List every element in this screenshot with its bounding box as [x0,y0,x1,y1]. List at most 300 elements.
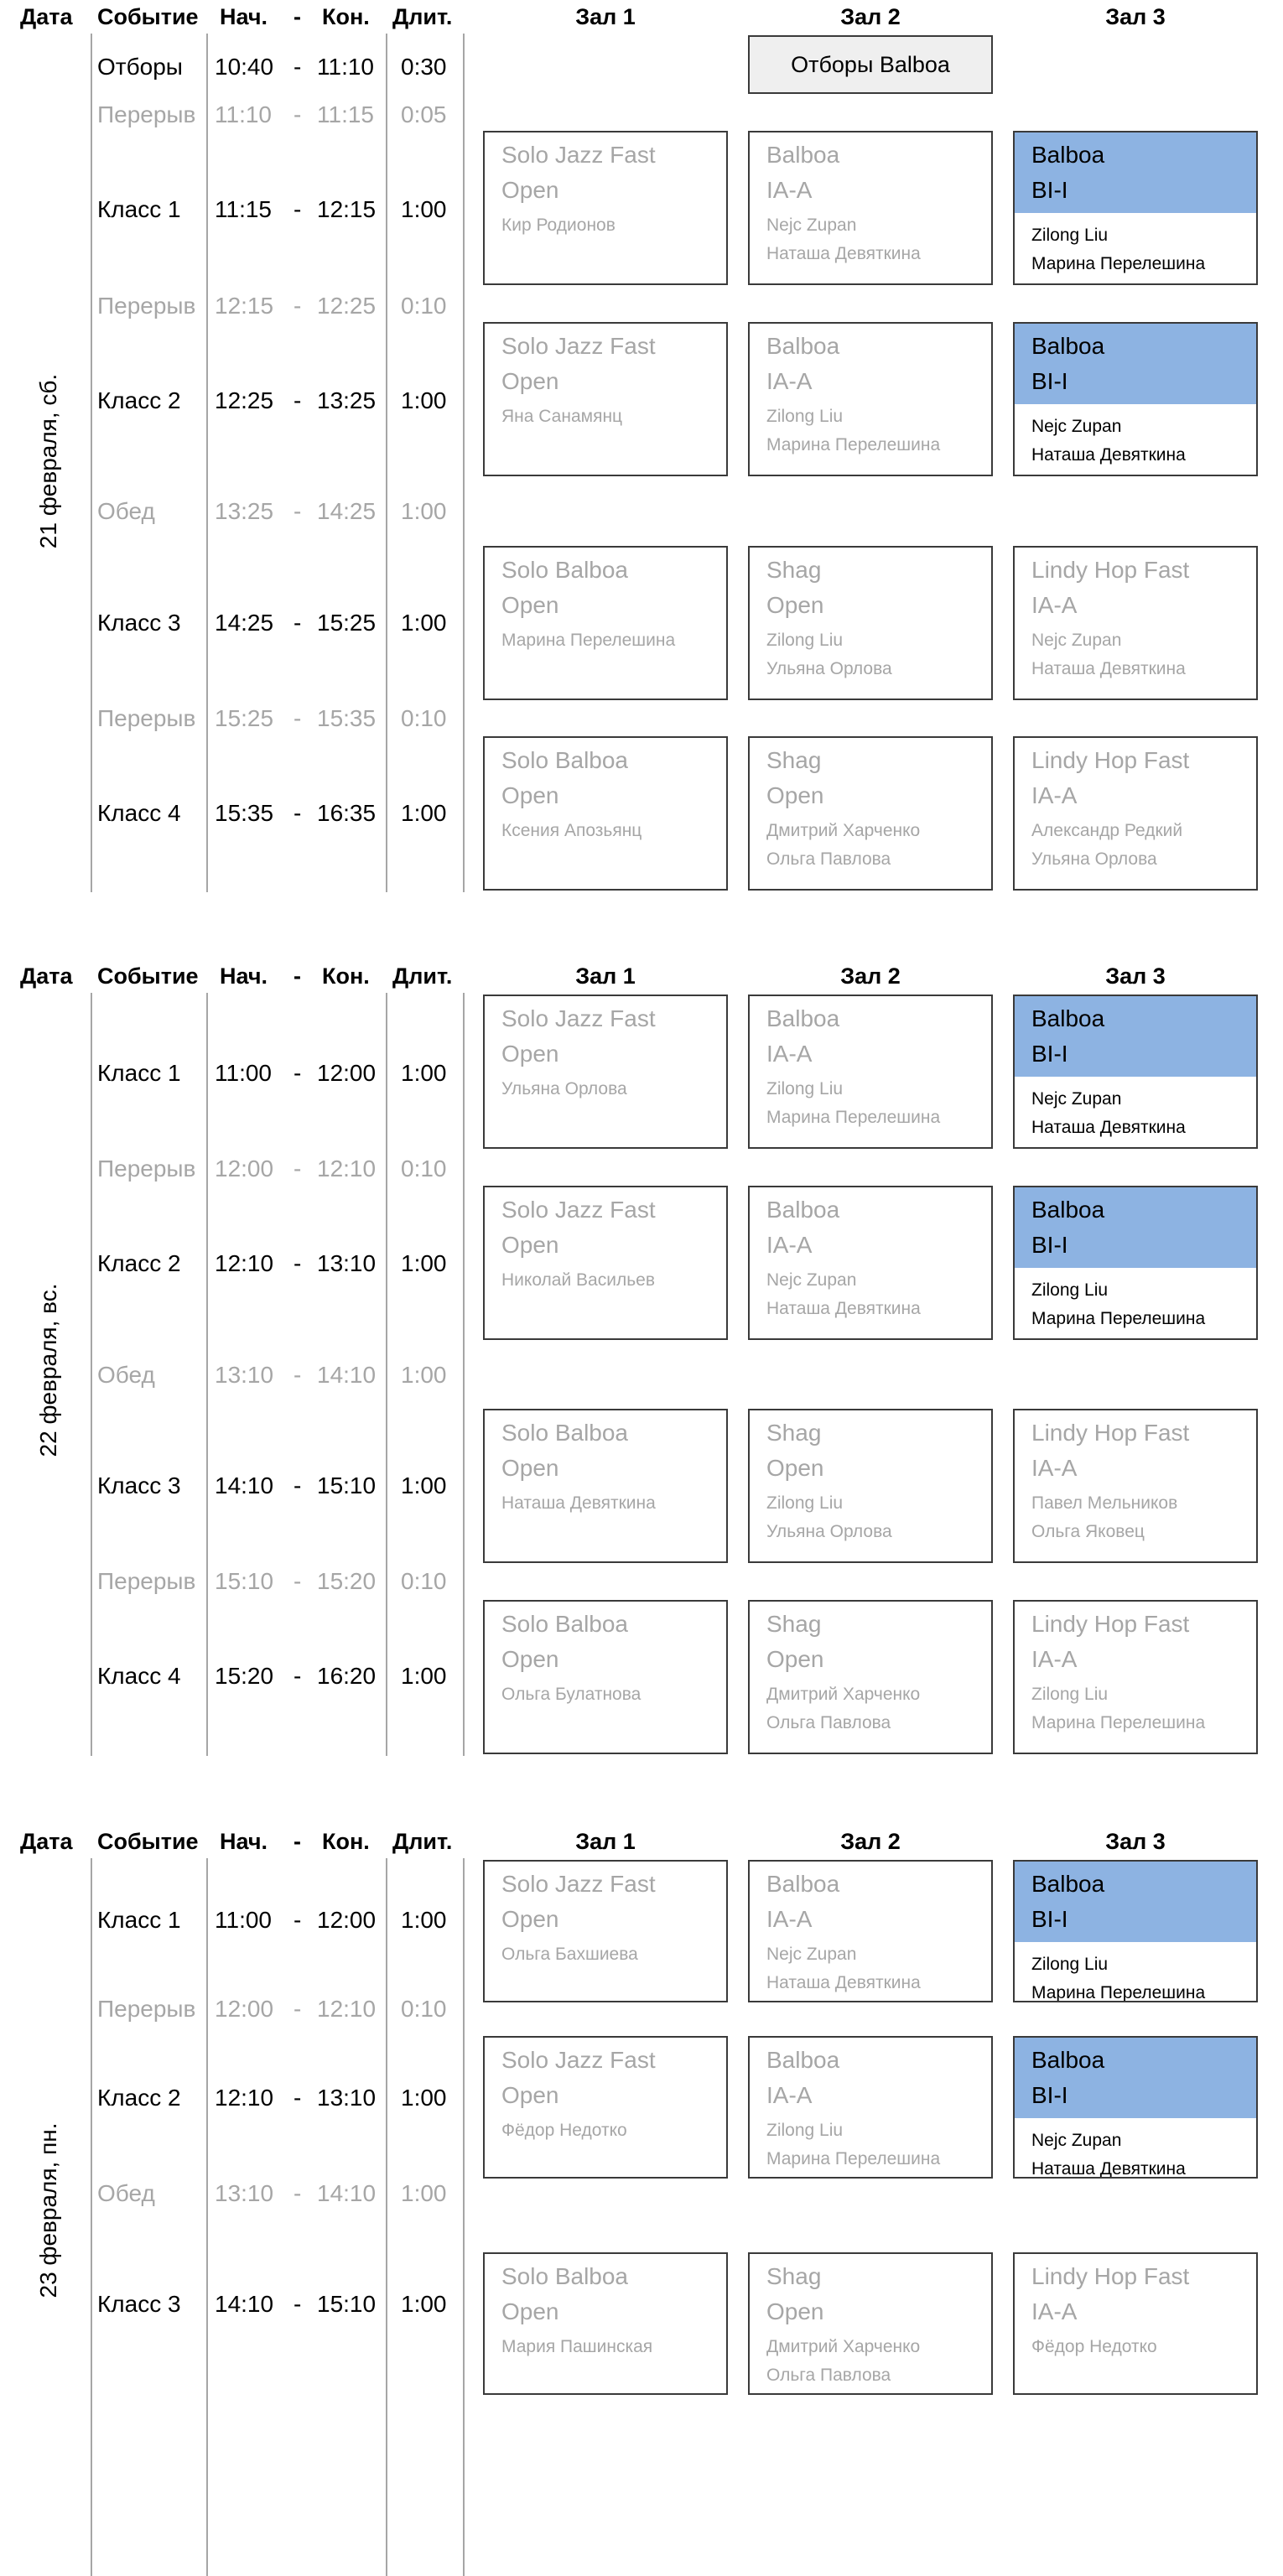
class-card[interactable] [748,546,993,700]
schedule-row [0,1057,470,1090]
class-level: Open [501,1041,559,1067]
class-card[interactable] [748,736,993,891]
class-header [1015,996,1256,1077]
class-title: Balboa [766,2047,840,2073]
teacher-name: Zilong Liu [766,1079,844,1098]
header-end: Кон. [322,963,370,989]
end-time: 14:10 [317,1362,377,1388]
class-header [1015,1602,1256,1677]
class-level: Open [501,368,559,394]
class-card[interactable] [1013,995,1258,1149]
event-label: Класс 2 [97,2085,181,2111]
duration-value: 0:10 [401,1156,447,1182]
teacher-name: Ольга Булатнова [501,1685,642,1704]
teacher-name: Марина Перелешина [1031,254,1206,273]
divider [463,1858,465,2576]
schedule-row [0,1152,470,1186]
teacher-list [1015,213,1256,278]
header-dash: - [293,1829,301,1854]
teacher-name: Ксения Апозьянц [501,821,642,840]
teacher-list [750,1263,991,1323]
header-date: Дата [20,1829,73,1854]
teacher-list [750,399,991,460]
class-header [485,324,726,399]
teacher-list [1015,813,1256,874]
teacher-name: Наташа Девяткина [766,244,921,263]
duration-value: 0:10 [401,705,447,731]
start-time: 11:00 [215,1060,272,1086]
class-card[interactable] [483,322,728,476]
teacher-list [485,1486,726,1518]
time-dash: - [293,1060,302,1086]
event-label: Перерыв [97,1996,196,2022]
end-time: 15:10 [317,1472,377,1498]
class-card[interactable] [1013,1600,1258,1754]
teacher-name: Александр Редкий [1031,821,1183,840]
time-dash: - [293,800,302,826]
class-title: Balboa [766,142,840,168]
duration-value: 1:00 [401,2180,447,2206]
teacher-name: Zilong Liu [1031,226,1109,245]
class-title: Balboa [1031,142,1105,168]
end-time: 16:35 [317,800,377,826]
time-dash: - [293,705,302,731]
teacher-name: Ольга Бахшиева [501,1945,638,1964]
duration-value: 0:30 [401,54,447,80]
teacher-name: Ольга Павлова [766,849,891,869]
end-time: 15:10 [317,2291,377,2317]
class-header [1015,1862,1256,1942]
teacher-name: Nejc Zupan [766,1945,857,1964]
start-time: 15:25 [215,705,274,731]
teacher-name: Ольга Павлова [766,1713,891,1732]
teacher-list [1015,2118,1256,2179]
teacher-name: Zilong Liu [1031,1955,1109,1974]
class-title: Balboa [766,1197,840,1223]
time-dash: - [293,293,302,319]
end-time: 15:35 [317,705,377,731]
class-title: Balboa [1031,1871,1105,1897]
teacher-list [750,1937,991,1997]
end-time: 12:00 [317,1907,377,1933]
time-dash: - [293,1362,302,1388]
teacher-name: Nejc Zupan [766,216,857,235]
class-title: Solo Jazz Fast [501,1871,656,1897]
teacher-name: Николай Васильев [501,1270,655,1290]
class-header [485,996,726,1072]
time-dash: - [293,101,302,127]
class-card[interactable] [1013,2252,1258,2395]
teacher-list [1015,1677,1256,1737]
header-event: Событие [97,1829,199,1854]
end-time: 14:25 [317,498,377,524]
class-title: Lindy Hop Fast [1031,2263,1190,2289]
duration-value: 0:05 [401,101,447,127]
duration-value: 1:00 [401,1362,447,1388]
duration-value: 1:00 [401,498,447,524]
teacher-list [1015,1077,1256,1142]
time-dash: - [293,1156,302,1182]
teacher-list [1015,1268,1256,1333]
schedule-row [0,193,470,226]
time-dash: - [293,1663,302,1689]
class-level: IA-A [1031,1646,1078,1672]
teacher-name: Наташа Девяткина [1031,1118,1186,1137]
teacher-name: Наташа Девяткина [1031,659,1186,678]
header-hall-1: Зал 1 [575,963,636,989]
start-time: 15:35 [215,800,274,826]
event-label: Перерыв [97,101,196,127]
header-hall-3: Зал 3 [1105,963,1166,989]
teacher-list [1015,1942,1256,2002]
schedule-row [0,98,470,132]
teacher-name: Наташа Девяткина [1031,445,1186,465]
teacher-name: Марина Перелешина [766,1108,941,1127]
teacher-name: Zilong Liu [1031,1280,1109,1300]
class-level: BI-I [1031,1906,1068,1932]
header-duration: Длит. [392,963,453,989]
start-time: 13:10 [215,2180,274,2206]
date-label: 22 февраля, вс. [35,1283,61,1457]
class-header [750,2038,991,2113]
end-time: 12:10 [317,1156,377,1182]
teacher-name: Nejc Zupan [1031,417,1122,436]
class-title: Solo Balboa [501,1611,629,1637]
date-label: 23 февраля, пн. [35,2122,61,2298]
duration-value: 1:00 [401,610,447,636]
class-card[interactable] [483,2036,728,2179]
class-card[interactable] [1013,1186,1258,1340]
class-level: BI-I [1031,2082,1068,2108]
class-card[interactable] [483,736,728,891]
class-card[interactable] [483,1600,728,1754]
class-title: Balboa [1031,1197,1105,1223]
start-time: 12:10 [215,2085,274,2111]
class-card[interactable] [1013,131,1258,285]
class-title: Lindy Hop Fast [1031,1420,1190,1446]
class-title: Solo Balboa [501,1420,629,1446]
event-label: Класс 1 [97,1060,181,1086]
class-header [485,1187,726,1263]
class-header [485,132,726,208]
teacher-name: Мария Пашинская [501,2337,653,2356]
class-level: Open [501,177,559,203]
teacher-list [750,2329,991,2390]
duration-value: 1:00 [401,1060,447,1086]
class-header [1015,324,1256,404]
day-block [0,959,1283,1764]
time-dash: - [293,387,302,413]
teacher-name: Марина Перелешина [1031,1983,1206,2002]
duration-value: 1:00 [401,1472,447,1498]
schedule-row [0,2288,470,2321]
class-card[interactable] [1013,546,1258,700]
class-card[interactable] [483,1860,728,2002]
header-duration: Длит. [392,1829,453,1854]
header-event: Событие [97,4,199,29]
schedule-row [0,289,470,323]
teacher-list [750,208,991,268]
class-level: Open [501,592,559,618]
class-title: Shag [766,1611,822,1637]
header-hall-1: Зал 1 [575,4,636,29]
class-title: Solo Jazz Fast [501,1197,656,1223]
event-label: Класс 4 [97,800,181,826]
class-header [1015,1187,1256,1268]
teacher-name: Zilong Liu [1031,1685,1109,1704]
class-title: Solo Balboa [501,2263,629,2289]
class-header [750,324,991,399]
teacher-name: Кир Родионов [501,216,616,235]
class-title: Balboa [766,333,840,359]
class-card[interactable] [1013,1860,1258,2002]
teacher-name: Ульяна Орлова [501,1079,627,1098]
class-header [485,1862,726,1937]
header-hall-2: Зал 2 [840,963,901,989]
teacher-name: Ульяна Орлова [766,659,892,678]
divider [463,34,465,892]
class-level: Open [501,1646,559,1672]
teacher-name: Марина Перелешина [501,631,676,650]
teacher-list [485,399,726,431]
class-card[interactable] [748,2252,993,2395]
teacher-list [750,1677,991,1737]
class-card[interactable] [748,1409,993,1563]
event-label: Класс 3 [97,2291,181,2317]
teacher-name: Марина Перелешина [1031,1309,1206,1328]
teacher-name: Nejc Zupan [1031,2131,1122,2150]
class-card[interactable] [1013,736,1258,891]
time-dash: - [293,54,302,80]
class-level: IA-A [766,177,813,203]
class-level: Open [766,1455,824,1481]
class-title: Lindy Hop Fast [1031,1611,1190,1637]
schedule-row [0,1565,470,1598]
end-time: 12:25 [317,293,377,319]
class-card[interactable] [483,131,728,285]
event-label: Обед [97,2180,155,2206]
teacher-list [1015,404,1256,470]
header-start: Нач. [220,1829,268,1854]
time-dash: - [293,1472,302,1498]
class-level: Open [501,782,559,808]
header-dash: - [293,4,301,29]
class-title: Solo Jazz Fast [501,333,656,359]
teacher-list [1015,1486,1256,1546]
class-level: Open [766,592,824,618]
start-time: 11:00 [215,1907,272,1933]
class-card[interactable] [748,1860,993,2002]
event-label: Класс 1 [97,196,181,222]
class-card[interactable] [483,1186,728,1340]
event-label: Отборы [97,54,183,80]
teacher-list [750,1072,991,1132]
end-time: 11:15 [317,101,374,127]
header-start: Нач. [220,4,268,29]
divider [206,34,208,892]
start-time: 15:20 [215,1663,274,1689]
class-title: Balboa [766,1871,840,1897]
event-label: Класс 2 [97,1250,181,1276]
schedule-row [0,1247,470,1280]
teacher-name: Zilong Liu [766,2121,844,2140]
teacher-name: Nejc Zupan [1031,1089,1122,1109]
date-label: 21 февраля, сб. [35,373,61,549]
class-header [750,1602,991,1677]
time-dash: - [293,1568,302,1594]
start-time: 14:10 [215,2291,274,2317]
teacher-name: Zilong Liu [766,631,844,650]
header-date: Дата [20,963,73,989]
time-dash: - [293,2180,302,2206]
teacher-name: Павел Мельников [1031,1493,1178,1513]
class-title: Solo Jazz Fast [501,1005,656,1031]
class-level: IA-A [766,1041,813,1067]
duration-value: 1:00 [401,1907,447,1933]
event-label: Класс 1 [97,1907,181,1933]
schedule-row [0,1469,470,1503]
header-event: Событие [97,963,199,989]
start-time: 12:25 [215,387,274,413]
schedule-row [0,384,470,418]
event-label: Класс 3 [97,1472,181,1498]
header-dash: - [293,963,301,989]
class-header [750,1187,991,1263]
header-date: Дата [20,4,73,29]
teacher-name: Наташа Девяткина [766,1973,921,1992]
class-level: Open [766,2298,824,2324]
schedule-row [0,1903,470,1937]
class-card[interactable] [483,1409,728,1563]
end-time: 15:25 [317,610,377,636]
event-label: Перерыв [97,1156,196,1182]
teacher-name: Наташа Девяткина [1031,2159,1186,2179]
start-time: 12:00 [215,1996,274,2022]
class-header [485,1410,726,1486]
teacher-name: Дмитрий Харченко [766,1685,921,1704]
class-card[interactable] [748,322,993,476]
teacher-name: Ольга Павлова [766,2366,891,2385]
class-card[interactable] [748,2036,993,2179]
class-level: Open [501,1455,559,1481]
teacher-name: Ульяна Орлова [1031,849,1157,869]
duration-value: 1:00 [401,2291,447,2317]
class-level: Open [501,2082,559,2108]
class-card[interactable] [748,995,993,1149]
start-time: 12:00 [215,1156,274,1182]
header-hall-3: Зал 3 [1105,1829,1166,1854]
duration-value: 1:00 [401,2085,447,2111]
day-block [0,0,1283,897]
teacher-list [485,1677,726,1709]
teacher-name: Фёдор Недотко [501,2121,627,2140]
teacher-name: Nejc Zupan [766,1270,857,1290]
class-card[interactable] [1013,2036,1258,2179]
time-dash: - [293,196,302,222]
class-level: IA-A [766,1906,813,1932]
header-end: Кон. [322,1829,370,1854]
divider [91,1858,92,2576]
duration-value: 1:00 [401,1250,447,1276]
class-card[interactable] [1013,1409,1258,1563]
class-card[interactable] [483,995,728,1149]
duration-value: 1:00 [401,196,447,222]
class-title: Shag [766,1420,822,1446]
schedule-row [0,1659,470,1693]
time-dash: - [293,2291,302,2317]
divider [386,1858,387,2576]
schedule-row [0,797,470,830]
teacher-name: Zilong Liu [766,407,844,426]
class-level: IA-A [766,1232,813,1258]
class-header [1015,2038,1256,2118]
class-card[interactable] [483,2252,728,2395]
class-title: Solo Balboa [501,747,629,773]
class-level: Open [766,1646,824,1672]
end-time: 14:10 [317,2180,377,2206]
class-header [485,738,726,813]
teacher-name: Наташа Девяткина [501,1493,656,1513]
start-time: 13:25 [215,498,274,524]
start-time: 15:10 [215,1568,274,1594]
schedule-row [0,1358,470,1392]
header-duration: Длит. [392,4,453,29]
teacher-list [1015,623,1256,683]
class-level: Open [501,1906,559,1932]
event-label: Класс 4 [97,1663,181,1689]
teacher-name: Дмитрий Харченко [766,2337,921,2356]
class-header [750,1410,991,1486]
class-card[interactable] [748,131,993,285]
teacher-name: Фёдор Недотко [1031,2337,1157,2356]
class-title: Shag [766,747,822,773]
end-time: 15:20 [317,1568,377,1594]
teacher-list [485,623,726,655]
class-card[interactable] [748,1186,993,1340]
class-card[interactable] [748,1600,993,1754]
class-level: IA-A [1031,1455,1078,1481]
event-label: Класс 3 [97,610,181,636]
teacher-list [750,813,991,874]
start-time: 13:10 [215,1362,274,1388]
divider [206,1858,208,2576]
class-header [750,738,991,813]
class-title: Balboa [1031,2047,1105,2073]
end-time: 12:10 [317,1996,377,2022]
teacher-list [485,1937,726,1969]
class-card[interactable] [483,546,728,700]
end-time: 11:10 [317,54,374,80]
start-time: 12:15 [215,293,274,319]
class-title: Lindy Hop Fast [1031,747,1190,773]
start-time: 11:10 [215,101,272,127]
end-time: 12:00 [317,1060,377,1086]
teacher-list [485,2113,726,2145]
teacher-name: Яна Санамянц [501,407,623,426]
selection-block: Отборы Balboa [748,35,993,94]
teacher-list [750,2113,991,2174]
event-label: Обед [97,1362,155,1388]
teacher-list [485,1072,726,1104]
event-label: Перерыв [97,293,196,319]
teacher-list [485,2329,726,2361]
schedule-row [0,2177,470,2210]
teacher-list [750,623,991,683]
teacher-name: Дмитрий Харченко [766,821,921,840]
class-header [750,1862,991,1937]
header-start: Нач. [220,963,268,989]
class-card[interactable] [1013,322,1258,476]
